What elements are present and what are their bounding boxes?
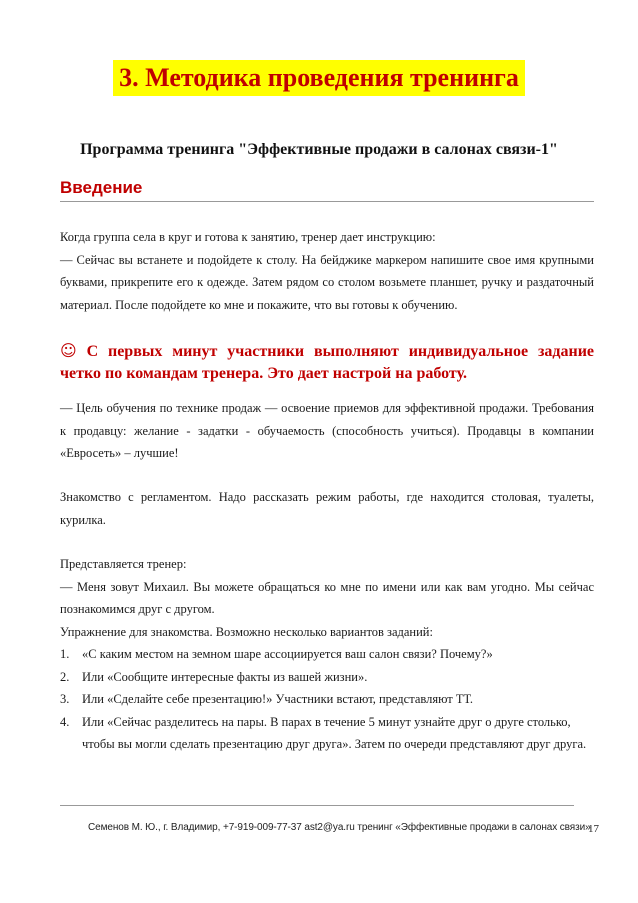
list-item bbox=[60, 688, 594, 711]
smiley-icon: ☺ bbox=[60, 341, 77, 360]
trainer-block bbox=[60, 553, 594, 756]
list-item bbox=[60, 666, 594, 689]
list-item-text: Или «Сейчас разделитесь на пары. В парах в течение 5 минут узнайте друг о друге столько, чтобы вы могли сделать презентацию друг друга». Затем по очереди представляют друг друга. bbox=[82, 714, 587, 751]
list-item-text: «С каким местом на земном шаре ассоциируется ваш салон связи? Почему?» bbox=[82, 647, 493, 661]
page-number: 17 bbox=[588, 823, 599, 835]
list-item-number: 4. bbox=[60, 714, 70, 729]
list-item-number: 1. bbox=[60, 647, 70, 661]
highlight-note bbox=[60, 340, 594, 385]
section-heading: Введение bbox=[60, 178, 143, 197]
list-item-number: 2. bbox=[60, 669, 70, 684]
section-divider bbox=[60, 201, 594, 202]
trainer-speech: — Меня зовут Михаил. Вы можете обращаться ко мне по имени или как вам угодно. Мы сейчас познакомимся друг с другом. bbox=[60, 579, 594, 616]
exercise-intro: Упражнение для знакомства. Возможно несколько вариантов заданий: bbox=[60, 624, 433, 639]
list-item bbox=[60, 643, 594, 666]
footer-text: Семенов М. Ю., г. Владимир, +7-919-009-77-37 ast2@ya.ru тренинг «Эффективные продажи в салонах связи» bbox=[88, 822, 591, 833]
exercise-list bbox=[60, 643, 594, 756]
rules-paragraph: Знакомство с регламентом. Надо рассказать режим работы, где находится столовая, туалеты, курилка. bbox=[60, 490, 594, 527]
rules-block bbox=[60, 486, 594, 531]
goal-paragraph: — Цель обучения по технике продаж — освоение приемов для эффективной продажи. Требования к продавцу: желание - задатки - обучаемость (способность учиться). Продавцы в компании «Евросеть» – лучшие! bbox=[60, 401, 594, 460]
program-title: Программа тренинга "Эффективные продажи в салонах связи-1" bbox=[80, 141, 558, 158]
intro-paragraph-2: — Сейчас вы встанете и подойдете к столу. На бейджике маркером напишите свое имя крупными буквами, прикрепите его к одежде. Затем рядом со столом возьмете планшет, ручку и раздаточный материал. После подойдете ко мне и покажите, что вы готовы к обучению. bbox=[60, 252, 594, 312]
chapter-title: 3. Методика проведения тренинга bbox=[113, 60, 525, 96]
intro-block bbox=[60, 226, 594, 316]
list-item bbox=[60, 711, 594, 756]
highlight-text: С первых минут участники выполняют индивидуальное задание четко по командам тренера. Это дает настрой на работу. bbox=[60, 343, 595, 382]
chapter-title-container bbox=[0, 60, 638, 96]
intro-paragraph-1: Когда группа села в круг и готова к занятию, тренер дает инструкцию: bbox=[60, 230, 436, 244]
footer-divider bbox=[60, 805, 574, 806]
list-item-text: Или «Сообщите интересные факты из вашей жизни». bbox=[82, 669, 368, 684]
trainer-intro: Представляется тренер: bbox=[60, 557, 187, 571]
goal-block bbox=[60, 397, 594, 465]
list-item-text: Или «Сделайте себе презентацию!» Участники встают, представляют ТТ. bbox=[82, 692, 474, 706]
list-item-number: 3. bbox=[60, 692, 70, 706]
